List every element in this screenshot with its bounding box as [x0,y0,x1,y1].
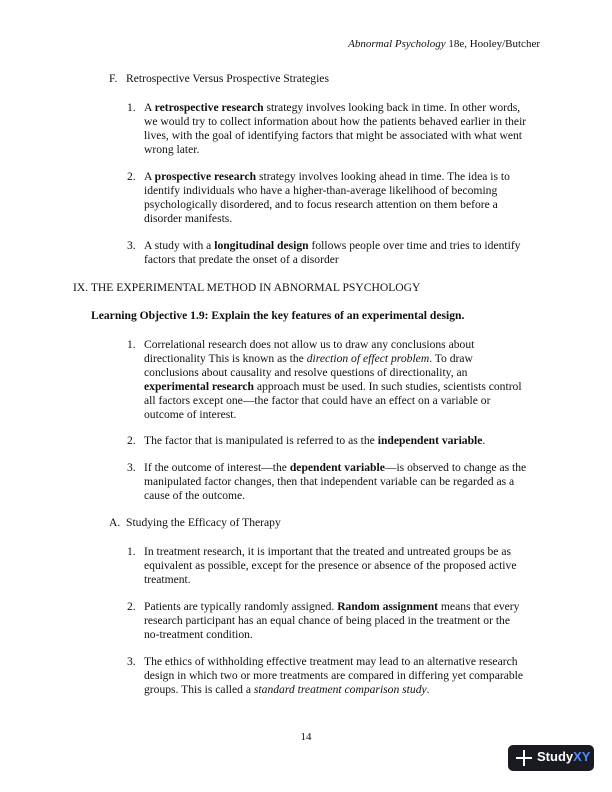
plus-icon [516,750,532,766]
page-number: 14 [300,731,312,743]
item-number: 2. [127,434,136,447]
item-number: 1. [127,101,136,114]
section-f-heading [109,72,329,86]
term-standard-treatment-comparison-study: standard treatment comparison study [253,683,427,696]
term-longitudinal-design: longitudinal design [214,239,309,252]
item-number: 1. [127,338,136,351]
section-f-title: Retrospective Versus Prospective Strategies [126,72,329,85]
section-a-heading [109,516,281,530]
term-random-assignment: Random assignment [337,600,439,613]
item-number: 2. [127,600,136,613]
studyxy-badge[interactable] [508,745,594,771]
term-direction-of-effect-problem: direction of effect problem [306,352,430,365]
badge-accent: XY [573,749,591,764]
section-a-title: Studying the Efficacy of Therapy [126,516,281,529]
section-a-letter: A. [109,516,121,529]
item-number: 3. [127,461,136,474]
term-experimental-research: experimental research [144,380,254,393]
learning-objective: Learning Objective 1.9: Explain the key features of an experimental design. [91,309,465,322]
section-ix-heading: IX. THE EXPERIMENTAL METHOD IN ABNORMAL PSYCHOLOGY [73,281,421,294]
term-prospective-research: prospective research [154,170,257,183]
running-header [348,37,540,51]
badge-label: StudyXY [537,749,591,764]
section-f-letter: F. [109,72,118,85]
book-title: Abnormal Psychology [348,38,446,50]
item-number: 3. [127,655,136,668]
item-number: 3. [127,239,136,252]
item-number: 2. [127,170,136,183]
term-dependent-variable: dependent variable [289,461,385,474]
item-number: 1. [127,545,136,558]
term-retrospective-research: retrospective research [154,101,264,114]
book-edition: 18e, Hooley/Butcher [445,38,540,50]
term-independent-variable: independent variable [377,434,483,447]
